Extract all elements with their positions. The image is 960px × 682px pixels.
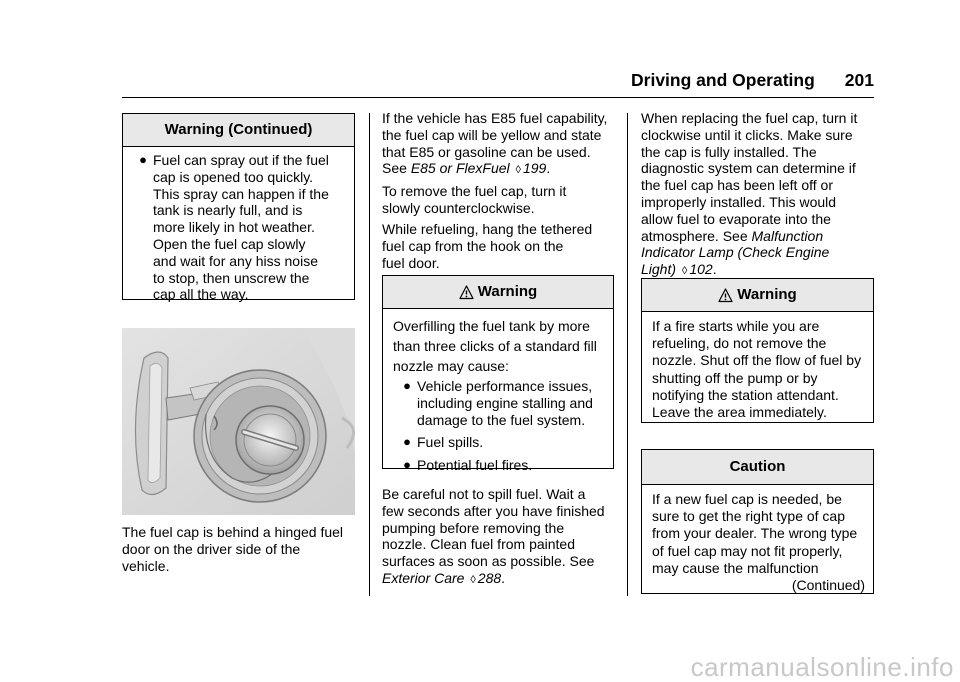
text-line: cap is opened too quickly. (153, 168, 314, 185)
overfill-intro (393, 316, 605, 376)
warning-triangle-icon (718, 288, 733, 303)
page-ref-number[interactable]: 288 (477, 569, 502, 586)
text-line: nozzle. Clean fuel from painted (382, 536, 575, 553)
text-line: and wait for any hiss noise (153, 252, 318, 269)
text-line: including engine stalling and (417, 394, 593, 411)
text-line: improperly installed. This would (641, 193, 837, 210)
page-number: 201 (844, 70, 874, 90)
text-line: to stop, then unscrew the (153, 269, 310, 286)
column-divider-1 (369, 113, 370, 596)
text-line: This spray can happen if the (153, 185, 329, 202)
text-line: surfaces as soon as possible. See (382, 553, 595, 570)
text-line: cap all the way. (153, 286, 249, 303)
tethered-cap-paragraph (382, 221, 622, 271)
fire-warning-title: Warning (737, 285, 797, 303)
page-ref-number[interactable]: 102 (689, 261, 713, 278)
text-line: When replacing the fuel cap, turn it (641, 110, 858, 126)
column-divider-2 (627, 113, 628, 596)
running-header (631, 72, 874, 89)
bullet-text (417, 378, 605, 428)
fuel-door-caption (122, 524, 362, 574)
warning-triangle-icon (459, 285, 474, 300)
text-line: more likely in hot weather. (153, 219, 315, 236)
bullet-text: Fuel spills. (417, 434, 484, 451)
site-watermark[interactable]: carmanualsonline.info (690, 652, 954, 682)
text-line: shutting off the pump or by (652, 369, 818, 386)
see-text: See (382, 160, 407, 177)
caution-text (652, 491, 865, 577)
caution-box (641, 449, 874, 594)
text-line: clockwise until it clicks. Make sure (641, 126, 853, 143)
remove-cap-paragraph (382, 183, 622, 217)
warning-bullet-text (153, 152, 346, 303)
overfill-bullet (393, 457, 605, 474)
text-line: fuel door. (382, 254, 440, 271)
text-line: Overfilling the fuel tank by more (393, 318, 590, 334)
page-reference-arrow-icon: ◊ (515, 164, 521, 177)
bullet-dot: ● (403, 378, 411, 393)
overfill-warning-header (383, 276, 613, 309)
fire-warning-box (641, 278, 874, 423)
text-line: the cap is fully installed. The (641, 143, 817, 160)
warning-bullet (133, 152, 346, 303)
fuel-door-illustration (122, 328, 355, 515)
text-line: If the vehicle has E85 fuel capability, (382, 110, 608, 126)
malfunction-indicator-link[interactable]: Indicator Lamp (Check Engine (641, 244, 830, 261)
overfill-bullet (393, 434, 605, 451)
text-line: from your dealer. The wrong type (652, 525, 858, 542)
text-line: sure to get the right type of cap (652, 508, 846, 525)
text-line: fuel cap from the hook on the (382, 237, 564, 254)
fire-warning-text (652, 318, 865, 421)
e85-paragraph: If the vehicle has E85 fuel capability, the fuel cap will be yellow and state that E85 or gasoline can be used. See E85 or FlexFuel ◊ 199. (382, 110, 622, 179)
overfill-warning-title: Warning (477, 282, 538, 300)
text-line: While refueling, hang the tethered (382, 221, 593, 237)
text-line: diagnostic system can determine if (641, 160, 856, 177)
replace-cap-paragraph: When replacing the fuel cap, turn it clockwise until it clicks. Make sure the cap is fully installed. The diagnostic system can determine if the fuel cap has been left off or improperly installed. This would allow fuel to evaporate into the atmosphere. See Malfunction Indicator Lamp (Check Engine Light) ◊ 102. (641, 110, 881, 280)
page-ref-number[interactable]: 199 (522, 160, 547, 177)
section-title: Driving and Operating (631, 70, 815, 90)
text-line: Leave the area immediately. (652, 404, 827, 421)
text-line: pumping before removing the (382, 519, 565, 536)
text-line: Fuel can spray out if the fuel (153, 152, 329, 168)
text-line: the fuel cap has been left off or (641, 177, 833, 194)
caution-title: Caution (642, 450, 873, 485)
text-line: slowly counterclockwise. (382, 199, 535, 216)
bullet-dot: ● (139, 152, 147, 167)
text-line: the fuel cap will be yellow and state (382, 126, 602, 143)
warning-continued-box (122, 113, 355, 303)
e85-flexfuel-link[interactable]: E85 or FlexFuel (410, 160, 510, 177)
see-text: atmosphere. See (641, 227, 748, 244)
header-rule (122, 97, 874, 98)
text-line: few seconds after you have finished (382, 502, 605, 519)
bullet-text: Potential fuel fires. (417, 457, 533, 474)
page-reference-arrow-icon: ◊ (681, 265, 688, 278)
text-line: Vehicle performance issues, (417, 378, 593, 394)
page-reference-arrow-icon: ◊ (470, 573, 476, 586)
bullet-dot: ● (403, 434, 411, 450)
text-line: vehicle. (122, 557, 170, 574)
text-line: that E85 or gasoline can be used. (382, 143, 591, 160)
text-line: notifying the station attendant. (652, 386, 839, 403)
overfill-bullet (393, 378, 605, 428)
malfunction-indicator-link[interactable]: Malfunction (751, 227, 824, 244)
fire-warning-header (642, 279, 873, 312)
text-line: nozzle may cause: (393, 358, 509, 374)
text-line: If a fire starts while you are (652, 318, 820, 334)
text-line: may cause the malfunction (652, 559, 819, 576)
text-line: tank is nearly full, and is (153, 202, 303, 219)
text-line: refueling, do not remove the (652, 335, 827, 352)
spill-caution-paragraph: Be careful not to spill fuel. Wait a few seconds after you have finished pumping before removing the nozzle. Clean fuel from painted surfaces as soon as possible. See Exterior Care ◊ 288. (382, 486, 622, 589)
continued-label: (Continued) (791, 577, 865, 594)
text-line: Be careful not to spill fuel. Wait a (382, 486, 586, 502)
text-line: allow fuel to evaporate into the (641, 210, 831, 227)
text-line: If a new fuel cap is needed, be (652, 491, 842, 507)
text-line: The fuel cap is behind a hinged fuel (122, 524, 344, 540)
text-line: door on the driver side of the (122, 540, 301, 557)
text-line: than three clicks of a standard fill (393, 338, 597, 354)
warning-continued-title: Warning (Continued) (123, 114, 354, 147)
text-line: nozzle. Shut off the flow of fuel by (652, 352, 862, 369)
overfill-warning-box (382, 275, 614, 474)
malfunction-indicator-link[interactable]: Light) (641, 261, 677, 278)
text-line: To remove the fuel cap, turn it (382, 183, 567, 199)
text-line: damage to the fuel system. (417, 411, 586, 428)
text-line: Open the fuel cap slowly (153, 235, 306, 252)
text-line: of fuel cap may not fit properly, (652, 542, 843, 559)
bullet-dot: ● (403, 457, 411, 473)
exterior-care-link[interactable]: Exterior Care (382, 569, 465, 586)
